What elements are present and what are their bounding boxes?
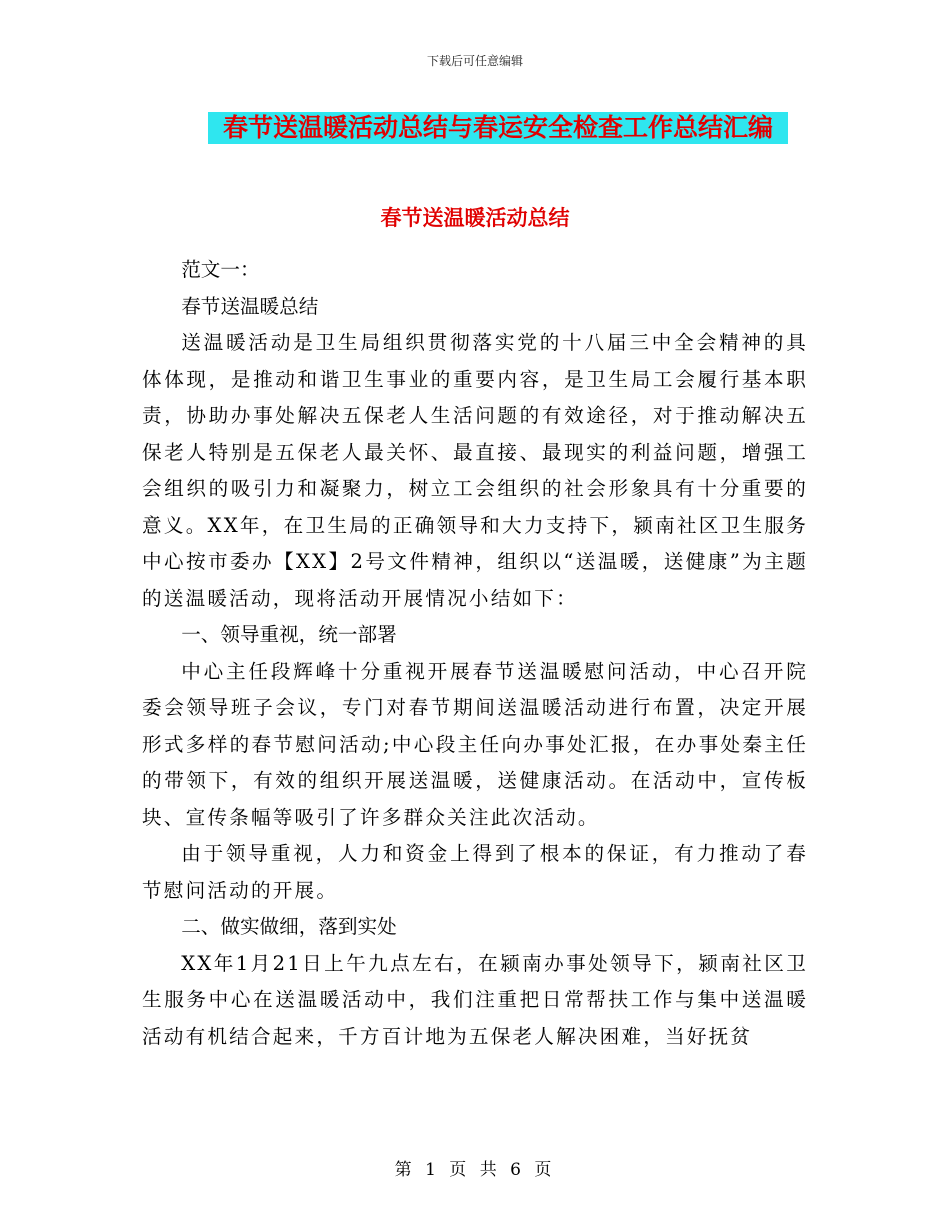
sub-title: 春节送温暖活动总结 [380,206,570,230]
section-heading: 二、做实做细，落到实处 [181,915,397,938]
paragraph-body: XX年1月21日上午九点左右，在颍南办事处领导下，颍南社区卫生服务中心在送温暖活动中，我们注重把日常帮扶工作与集中送温暖活动有机结合起来，千方百计地为五保老人解决困难，当好抚贫 [142,951,808,1048]
paragraph-body: 中心主任段辉峰十分重视开展春节送温暖慰问活动，中心召开院委会领导班子会议，专门对春节期间送温暖活动进行布置，决定开展形式多样的春节慰问活动;中心段主任向办事处汇报，在办事处秦主任的带领下，有效的组织开展送温暖，送健康活动。在活动中，宣传板块、宣传条幅等吸引了许多群众关注此次活动。 [142,659,808,829]
document-body [142,220,808,1055]
paragraph-heading: 春节送温暖总结 [181,294,319,318]
page-number-footer: 第 1 页 共 6 页 [394,1160,556,1180]
section-heading: 一、领导重视，统一部署 [181,623,397,646]
header-note: 下载后可任意编辑 [426,54,523,68]
paragraph-body: 送温暖活动是卫生局组织贯彻落实党的十八届三中全会精神的具体体现，是推动和谐卫生事业的重要内容，是卫生局工会履行基本职责，协助办事处解决五保老人生活问题的有效途径，对于推动解决五保老人特别是五保老人最关怀、最直接、最现实的利益问题，增强工会组织的吸引力和凝聚力，树立工会组织的社会形象具有十分重要的意义。XX年，在卫生局的正确领导和大力支持下，颍南社区卫生服务中心按市委办【XX】2号文件精神，组织以“送温暖，送健康”为主题的送温暖活动，现将活动开展情况小结如下： [142,331,808,610]
main-title: 春节送温暖活动总结与春运安全检查工作总结汇编 [208,112,788,144]
paragraph-label: 范文一： [181,258,260,281]
paragraph-body: 由于领导重视，人力和资金上得到了根本的保证，有力推动了春节慰问活动的开展。 [142,842,808,902]
